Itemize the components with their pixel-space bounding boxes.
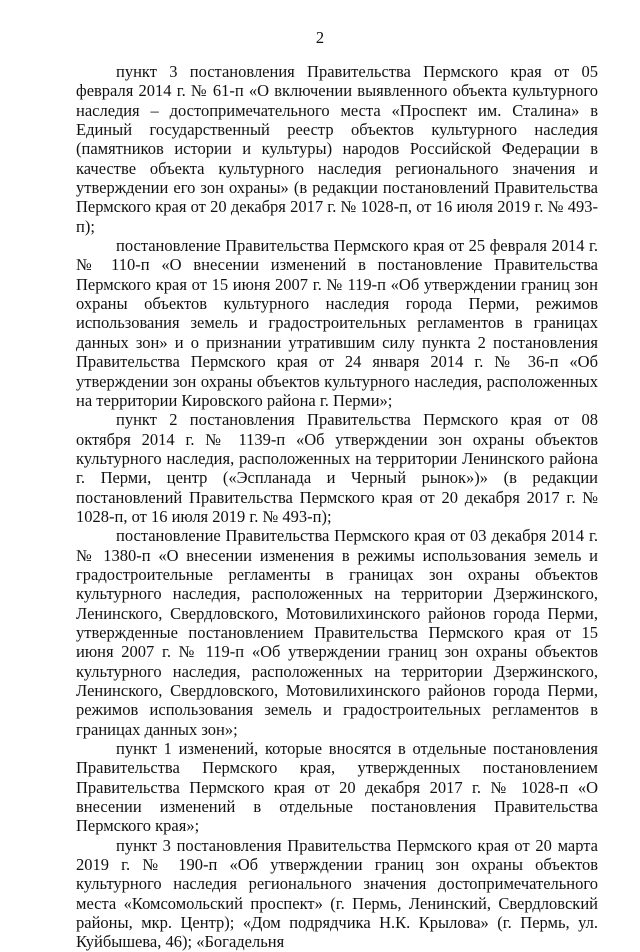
paragraph: пункт 3 постановления Правительства Пермского края от 05 февраля 2014 г. № 61-п «О включении выявленного объекта культурного наследия – достопримечательного места «Проспект им. Сталина» в Единый государственный реестр объектов культурного наследия (памятников истории и культуры) народов Российской Федерации в качестве объекта культурного наследия регионального значения и утверждении его зон охраны» (в редакции постановлений Правительства Пермского края от 20 декабря 2017 г. № 1028-п, от 16 июля 2019 г. № 493-п);	[76, 62, 598, 236]
paragraph: пункт 3 постановления Правительства Пермского края от 20 марта 2019 г. № 190-п «Об утверждении границ зон охраны объектов культурного наследия регионального значения достопримечательного места «Комсомольский проспект» (г. Пермь, Ленинский, Свердловский районы, мкр. Центр); «Дом подрядчика Н.К. Крылова» (г. Пермь, ул. Куйбышева, 46); «Богадельня	[76, 835, 598, 952]
document-body	[76, 62, 598, 952]
paragraph: пункт 2 постановления Правительства Пермского края от 08 октября 2014 г. № 1139-п «Об утверждении зон охраны объектов культурного наследия, расположенных на территории Ленинского района г. Перми, центр («Эспланада и Черный рынок»)» (в редакции постановлений Правительства Пермского края от 20 декабря 2017 г. № 1028-п, от 16 июля 2019 г. № 493-п);	[76, 410, 598, 526]
page-number: 2	[315, 28, 325, 47]
paragraph: пункт 1 изменений, которые вносятся в отдельные постановления Правительства Пермского края, утвержденных постановлением Правительства Пермского края от 20 декабря 2017 г. № 1028-п «О внесении изменений в отдельные постановления Правительства Пермского края»;	[76, 739, 598, 836]
paragraph: постановление Правительства Пермского края от 25 февраля 2014 г. № 110-п «О внесении изменений в постановление Правительства Пермского края от 15 июня 2007 г. № 119-п «Об утверждении границ зон охраны объектов культурного наследия города Перми, режимов использования земель и градостроительных регламентов в границах данных зон» и о признании утратившим силу пункта 2 постановления Правительства Пермского края от 24 января 2014 г. № 36-п «Об утверждении зон охраны объектов культурного наследия, расположенных на территории Кировского района г. Перми»;	[76, 236, 598, 410]
paragraph: постановление Правительства Пермского края от 03 декабря 2014 г. № 1380-п «О внесении изменения в режимы использования земель и градостроительные регламенты в границах зон охраны объектов культурного наследия, расположенных на территории Дзержинского, Ленинского, Свердловского, Мотовилихинского районов города Перми, утвержденные постановлением Правительства Пермского края от 15 июня 2007 г. № 119-п «Об утверждении границ зон охраны объектов культурного наследия, расположенных на территории Дзержинского, Ленинского, Свердловского, Мотовилихинского районов города Перми, режимов использования земель и градостроительных регламентов в границах данных зон»;	[76, 526, 598, 739]
